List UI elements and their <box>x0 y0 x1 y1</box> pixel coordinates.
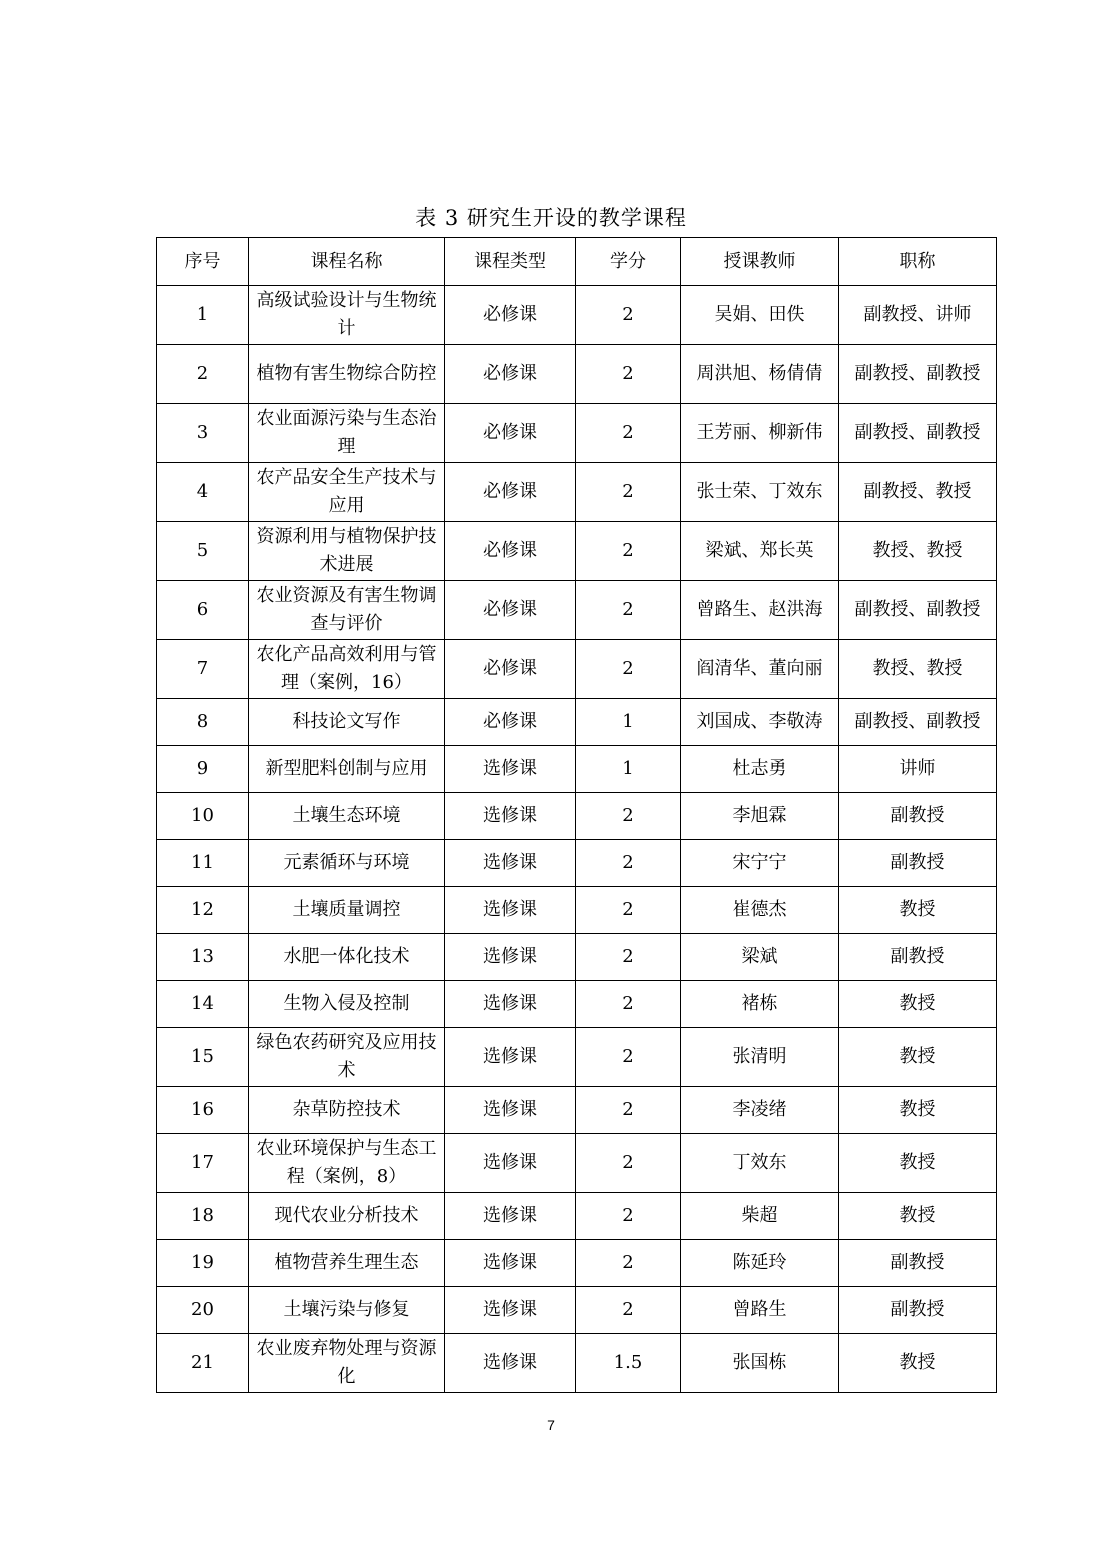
cell-course-name: 农化产品高效利用与管理（案例，16） <box>249 640 445 699</box>
cell-course-type: 选修课 <box>445 1334 576 1393</box>
cell-teacher: 李旭霖 <box>681 793 839 840</box>
cell-no: 4 <box>157 463 249 522</box>
cell-credit: 2 <box>576 404 681 463</box>
cell-course-name: 植物有害生物综合防控 <box>249 345 445 404</box>
cell-credit: 2 <box>576 581 681 640</box>
table-row <box>157 345 997 404</box>
table-row <box>157 1087 997 1134</box>
cell-course-type: 必修课 <box>445 345 576 404</box>
cell-course-name: 现代农业分析技术 <box>249 1193 445 1240</box>
table-row <box>157 1334 997 1393</box>
cell-teacher: 梁斌 <box>681 934 839 981</box>
cell-course-name: 植物营养生理生态 <box>249 1240 445 1287</box>
cell-teacher: 张国栋 <box>681 1334 839 1393</box>
cell-course-name: 农业资源及有害生物调查与评价 <box>249 581 445 640</box>
cell-no: 2 <box>157 345 249 404</box>
cell-teacher: 褚栋 <box>681 981 839 1028</box>
cell-title: 教授 <box>839 887 997 934</box>
table-row <box>157 887 997 934</box>
cell-teacher: 阎清华、董向丽 <box>681 640 839 699</box>
cell-teacher: 张清明 <box>681 1028 839 1087</box>
cell-credit: 2 <box>576 981 681 1028</box>
cell-no: 21 <box>157 1334 249 1393</box>
cell-course-type: 选修课 <box>445 840 576 887</box>
cell-course-type: 选修课 <box>445 981 576 1028</box>
cell-credit: 1 <box>576 699 681 746</box>
cell-course-name: 科技论文写作 <box>249 699 445 746</box>
table-caption: 表 3 研究生开设的教学课程 <box>415 206 687 230</box>
table-row <box>157 981 997 1028</box>
cell-course-name: 绿色农药研究及应用技术 <box>249 1028 445 1087</box>
table-row <box>157 746 997 793</box>
cell-title: 副教授、副教授 <box>839 699 997 746</box>
cell-teacher: 丁效东 <box>681 1134 839 1193</box>
cell-title: 教授 <box>839 1134 997 1193</box>
cell-no: 5 <box>157 522 249 581</box>
cell-title: 副教授、讲师 <box>839 286 997 345</box>
header-title: 职称 <box>839 238 997 286</box>
header-credit: 学分 <box>576 238 681 286</box>
cell-teacher: 张士荣、丁效东 <box>681 463 839 522</box>
cell-credit: 2 <box>576 887 681 934</box>
cell-no: 13 <box>157 934 249 981</box>
cell-credit: 2 <box>576 793 681 840</box>
cell-teacher: 宋宁宁 <box>681 840 839 887</box>
cell-course-name: 农业面源污染与生态治理 <box>249 404 445 463</box>
cell-teacher: 崔德杰 <box>681 887 839 934</box>
cell-no: 16 <box>157 1087 249 1134</box>
cell-title: 教授 <box>839 1087 997 1134</box>
cell-credit: 2 <box>576 463 681 522</box>
cell-credit: 2 <box>576 286 681 345</box>
table-row <box>157 640 997 699</box>
cell-teacher: 柴超 <box>681 1193 839 1240</box>
page-number: 7 <box>547 1417 555 1433</box>
cell-title: 教授 <box>839 1028 997 1087</box>
cell-credit: 2 <box>576 1193 681 1240</box>
cell-title: 讲师 <box>839 746 997 793</box>
cell-teacher: 周洪旭、杨倩倩 <box>681 345 839 404</box>
cell-teacher: 陈延玲 <box>681 1240 839 1287</box>
cell-credit: 2 <box>576 1087 681 1134</box>
table-row <box>157 793 997 840</box>
table-row <box>157 463 997 522</box>
cell-title: 副教授 <box>839 934 997 981</box>
cell-course-name: 新型肥料创制与应用 <box>249 746 445 793</box>
table-row <box>157 522 997 581</box>
header-course-type: 课程类型 <box>445 238 576 286</box>
table-header-row <box>157 238 997 286</box>
cell-title: 教授 <box>839 1334 997 1393</box>
table-row <box>157 1287 997 1334</box>
cell-no: 15 <box>157 1028 249 1087</box>
cell-course-name: 资源利用与植物保护技术进展 <box>249 522 445 581</box>
table-row <box>157 1240 997 1287</box>
cell-no: 11 <box>157 840 249 887</box>
cell-credit: 1 <box>576 746 681 793</box>
cell-no: 3 <box>157 404 249 463</box>
cell-title: 教授 <box>839 981 997 1028</box>
course-table <box>156 237 997 1393</box>
cell-title: 副教授 <box>839 793 997 840</box>
cell-course-type: 选修课 <box>445 793 576 840</box>
cell-title: 副教授 <box>839 1240 997 1287</box>
table-row <box>157 1028 997 1087</box>
cell-no: 7 <box>157 640 249 699</box>
cell-title: 副教授 <box>839 840 997 887</box>
table-row <box>157 1193 997 1240</box>
cell-course-type: 必修课 <box>445 581 576 640</box>
cell-course-type: 必修课 <box>445 404 576 463</box>
table-row <box>157 404 997 463</box>
cell-credit: 2 <box>576 640 681 699</box>
cell-title: 副教授、副教授 <box>839 581 997 640</box>
cell-title: 副教授 <box>839 1287 997 1334</box>
cell-title: 教授 <box>839 1193 997 1240</box>
cell-course-name: 土壤污染与修复 <box>249 1287 445 1334</box>
cell-course-type: 必修课 <box>445 699 576 746</box>
cell-course-type: 选修课 <box>445 1028 576 1087</box>
cell-course-type: 选修课 <box>445 1134 576 1193</box>
cell-course-type: 选修课 <box>445 934 576 981</box>
cell-no: 10 <box>157 793 249 840</box>
table-row <box>157 699 997 746</box>
cell-course-name: 土壤生态环境 <box>249 793 445 840</box>
cell-course-type: 选修课 <box>445 746 576 793</box>
cell-credit: 1.5 <box>576 1334 681 1393</box>
cell-course-name: 生物入侵及控制 <box>249 981 445 1028</box>
cell-no: 12 <box>157 887 249 934</box>
cell-course-name: 农业环境保护与生态工程（案例，8） <box>249 1134 445 1193</box>
cell-title: 教授、教授 <box>839 522 997 581</box>
header-course-name: 课程名称 <box>249 238 445 286</box>
cell-course-name: 元素循环与环境 <box>249 840 445 887</box>
cell-course-type: 必修课 <box>445 640 576 699</box>
cell-no: 19 <box>157 1240 249 1287</box>
cell-teacher: 王芳丽、柳新伟 <box>681 404 839 463</box>
cell-credit: 2 <box>576 1287 681 1334</box>
cell-course-type: 选修课 <box>445 1240 576 1287</box>
cell-course-name: 农产品安全生产技术与应用 <box>249 463 445 522</box>
cell-course-type: 选修课 <box>445 1087 576 1134</box>
cell-credit: 2 <box>576 840 681 887</box>
cell-teacher: 曾路生 <box>681 1287 839 1334</box>
cell-teacher: 杜志勇 <box>681 746 839 793</box>
cell-course-name: 高级试验设计与生物统计 <box>249 286 445 345</box>
cell-no: 1 <box>157 286 249 345</box>
cell-course-type: 必修课 <box>445 463 576 522</box>
cell-course-type: 选修课 <box>445 887 576 934</box>
cell-teacher: 梁斌、郑长英 <box>681 522 839 581</box>
cell-course-type: 必修课 <box>445 522 576 581</box>
table-row <box>157 286 997 345</box>
cell-course-type: 必修课 <box>445 286 576 345</box>
cell-credit: 2 <box>576 1134 681 1193</box>
cell-credit: 2 <box>576 1028 681 1087</box>
cell-teacher: 吴娟、田佚 <box>681 286 839 345</box>
cell-course-type: 选修课 <box>445 1287 576 1334</box>
header-teacher: 授课教师 <box>681 238 839 286</box>
cell-no: 20 <box>157 1287 249 1334</box>
cell-title: 副教授、教授 <box>839 463 997 522</box>
cell-no: 17 <box>157 1134 249 1193</box>
cell-no: 8 <box>157 699 249 746</box>
cell-credit: 2 <box>576 522 681 581</box>
cell-title: 副教授、副教授 <box>839 404 997 463</box>
cell-no: 14 <box>157 981 249 1028</box>
table-row <box>157 934 997 981</box>
cell-no: 18 <box>157 1193 249 1240</box>
header-no: 序号 <box>157 238 249 286</box>
table-row <box>157 840 997 887</box>
cell-title: 副教授、副教授 <box>839 345 997 404</box>
cell-credit: 2 <box>576 1240 681 1287</box>
cell-no: 6 <box>157 581 249 640</box>
table-row <box>157 581 997 640</box>
cell-credit: 2 <box>576 345 681 404</box>
cell-teacher: 曾路生、赵洪海 <box>681 581 839 640</box>
cell-course-name: 杂草防控技术 <box>249 1087 445 1134</box>
cell-title: 教授、教授 <box>839 640 997 699</box>
cell-credit: 2 <box>576 934 681 981</box>
cell-course-name: 土壤质量调控 <box>249 887 445 934</box>
cell-course-type: 选修课 <box>445 1193 576 1240</box>
table-row <box>157 1134 997 1193</box>
cell-no: 9 <box>157 746 249 793</box>
cell-course-name: 水肥一体化技术 <box>249 934 445 981</box>
cell-teacher: 刘国成、李敬涛 <box>681 699 839 746</box>
cell-teacher: 李凌绪 <box>681 1087 839 1134</box>
cell-course-name: 农业废弃物处理与资源化 <box>249 1334 445 1393</box>
